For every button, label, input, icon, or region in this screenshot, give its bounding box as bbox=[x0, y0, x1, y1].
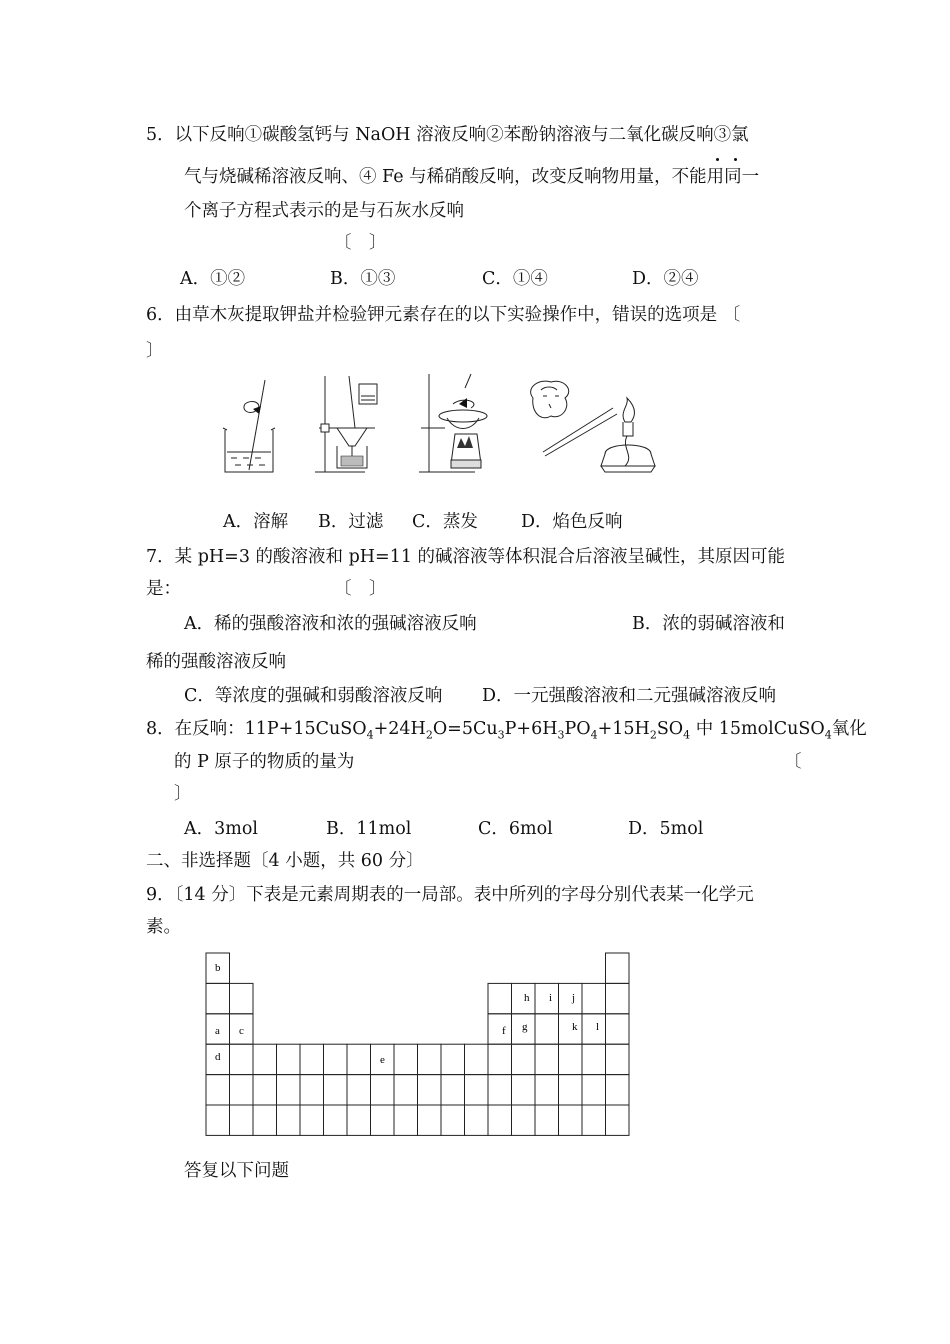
q6-line-1: 6．由草木灰提取钾盐并检验钾元素存在的以下实验操作中，错误的选项是 〔 bbox=[146, 305, 741, 325]
table-cell bbox=[606, 1044, 630, 1074]
table-cell bbox=[512, 1044, 536, 1074]
q8-option-c: C．6mol bbox=[478, 819, 553, 839]
q8-bracket-open: 〔 bbox=[784, 752, 802, 772]
table-cell bbox=[324, 1075, 348, 1105]
element-c: c bbox=[239, 1025, 244, 1037]
lab-apparatus-figure bbox=[215, 368, 665, 480]
table-cell bbox=[582, 1044, 606, 1074]
q8-option-b: B．11mol bbox=[326, 819, 412, 839]
element-j: j bbox=[572, 992, 576, 1004]
table-cell bbox=[441, 1105, 465, 1135]
table-cell bbox=[394, 1044, 418, 1074]
q5-line-1: 5．以下反响①碳酸氢钙与 NaOH 溶液反响②苯酚钠溶液与二氧化碳反响③氯 bbox=[146, 125, 749, 145]
q7-line-1: 7．某 pH=3 的酸溶液和 pH=11 的碱溶液等体积混合后溶液呈碱性，其原因可能 bbox=[146, 547, 786, 567]
q6-line-2: 〕 bbox=[146, 341, 164, 361]
table-cell bbox=[300, 1044, 324, 1074]
q5-option-d: D．②④ bbox=[632, 269, 699, 289]
element-f: f bbox=[502, 1025, 506, 1037]
emphasis-dot bbox=[734, 158, 737, 161]
table-cell bbox=[206, 1075, 230, 1105]
table-cell bbox=[512, 1105, 536, 1135]
table-cell bbox=[394, 1075, 418, 1105]
table-cell bbox=[512, 1075, 536, 1105]
table-cell bbox=[535, 1014, 559, 1044]
table-cell bbox=[277, 1044, 301, 1074]
q5-line-2: 气与烧碱稀溶液反响、④ Fe 与稀硝酸反响，改变反响物用量，不能用同一 bbox=[184, 167, 760, 187]
q5-answer-bracket: 〔 〕 bbox=[334, 233, 387, 253]
table-cell bbox=[206, 1105, 230, 1135]
table-cell bbox=[582, 1105, 606, 1135]
q6-option-a: A．溶解 bbox=[223, 512, 289, 532]
q8-equation: $11P+15CuSO_4+24H_2O=5Cu_3P+6H_3PO_4+15H_2SO_4$ 中 15molCuSO$_4$ bbox=[244, 719, 832, 742]
table-cell bbox=[230, 1044, 254, 1074]
table-cell bbox=[488, 1044, 512, 1074]
table-cell bbox=[559, 983, 583, 1013]
q6-option-b: B．过滤 bbox=[318, 512, 384, 532]
table-cell bbox=[441, 1075, 465, 1105]
q7-line-2: 是： bbox=[146, 579, 181, 599]
table-cell bbox=[277, 1105, 301, 1135]
table-cell bbox=[441, 1044, 465, 1074]
q8-line-2: 的 P 原子的物质的量为 bbox=[174, 752, 355, 772]
table-cell bbox=[488, 983, 512, 1013]
table-cell bbox=[347, 1105, 371, 1135]
q7-option-b: B．浓的弱碱溶液和 bbox=[632, 614, 785, 634]
table-cell bbox=[559, 1044, 583, 1074]
table-cell bbox=[230, 1075, 254, 1105]
table-cell bbox=[559, 1014, 583, 1044]
element-d: d bbox=[215, 1051, 221, 1063]
table-cell bbox=[465, 1075, 489, 1105]
table-cell bbox=[324, 1105, 348, 1135]
q8-option-a: A．3mol bbox=[184, 819, 258, 839]
dissolving-apparatus-icon bbox=[223, 380, 275, 472]
element-k: k bbox=[572, 1021, 578, 1033]
q5-option-c: C．①④ bbox=[482, 269, 548, 289]
q5-option-b: B．①③ bbox=[330, 269, 396, 289]
q9-answer-prompt: 答复以下问题 bbox=[184, 1161, 289, 1181]
element-a: a bbox=[215, 1025, 220, 1037]
table-cell bbox=[253, 1075, 277, 1105]
table-cell bbox=[582, 1075, 606, 1105]
section-heading: 二、非选择题〔4 小题，共 60 分〕 bbox=[146, 851, 424, 871]
q6-option-d: D．焰色反响 bbox=[521, 512, 623, 532]
table-cell bbox=[253, 1105, 277, 1135]
table-cell bbox=[230, 983, 254, 1013]
table-cell bbox=[300, 1105, 324, 1135]
table-cell bbox=[253, 1044, 277, 1074]
q9-line-2: 素。 bbox=[146, 917, 181, 937]
table-cell bbox=[277, 1075, 301, 1105]
table-cell bbox=[535, 1105, 559, 1135]
table-cell bbox=[394, 1105, 418, 1135]
table-cell bbox=[465, 1044, 489, 1074]
emphasis-dot bbox=[716, 158, 719, 161]
element-h: h bbox=[524, 992, 530, 1004]
table-cell bbox=[582, 1014, 606, 1044]
table-cell bbox=[300, 1075, 324, 1105]
periodic-table-grid bbox=[206, 953, 629, 1135]
q8-prefix: 8．在反响： bbox=[146, 719, 245, 739]
table-cell bbox=[465, 1105, 489, 1135]
filtration-apparatus-icon bbox=[315, 376, 377, 472]
table-cell bbox=[418, 1044, 442, 1074]
evaporation-apparatus-icon bbox=[419, 374, 487, 472]
table-cell bbox=[488, 1075, 512, 1105]
table-cell bbox=[488, 1014, 512, 1044]
q9-line-1: 9．〔14 分〕下表是元素周期表的一局部。表中所列的字母分别代表某一化学元 bbox=[146, 885, 754, 905]
table-cell bbox=[582, 983, 606, 1013]
q8-bracket-close: 〕 bbox=[174, 784, 192, 804]
table-cell bbox=[488, 1105, 512, 1135]
table-cell bbox=[206, 983, 230, 1013]
table-cell bbox=[559, 1105, 583, 1135]
q7-option-d: D．一元强酸溶液和二元强碱溶液反响 bbox=[482, 686, 777, 706]
table-cell bbox=[535, 983, 559, 1013]
element-b: b bbox=[215, 962, 221, 974]
q7-option-a: A．稀的强酸溶液和浓的强碱溶液反响 bbox=[184, 614, 477, 634]
element-i: i bbox=[549, 992, 553, 1004]
table-cell bbox=[606, 1075, 630, 1105]
table-cell bbox=[230, 1105, 254, 1135]
element-g: g bbox=[522, 1021, 528, 1033]
table-cell bbox=[324, 1044, 348, 1074]
element-e: e bbox=[380, 1054, 385, 1066]
q7-option-b-cont: 稀的强酸溶液反响 bbox=[146, 652, 286, 672]
q8-tail: 氧化 bbox=[831, 719, 867, 739]
table-cell bbox=[535, 1075, 559, 1105]
table-cell bbox=[606, 1105, 630, 1135]
q7-answer-bracket: 〔 〕 bbox=[334, 579, 387, 599]
q7-option-c: C．等浓度的强碱和弱酸溶液反响 bbox=[184, 686, 443, 706]
table-cell bbox=[347, 1075, 371, 1105]
table-cell bbox=[559, 1075, 583, 1105]
table-cell bbox=[535, 1044, 559, 1074]
table-cell bbox=[606, 953, 630, 983]
table-cell bbox=[371, 1075, 395, 1105]
table-cell bbox=[606, 983, 630, 1013]
table-cell bbox=[347, 1044, 371, 1074]
table-cell bbox=[418, 1075, 442, 1105]
q8-option-d: D．5mol bbox=[628, 819, 704, 839]
q5-line-3: 个离子方程式表示的是与石灰水反响 bbox=[184, 201, 464, 221]
table-cell bbox=[606, 1014, 630, 1044]
flame-test-apparatus-icon bbox=[531, 381, 655, 472]
q5-option-a: A．①② bbox=[180, 269, 246, 289]
periodic-table-fragment bbox=[205, 952, 639, 1140]
q6-option-c: C．蒸发 bbox=[412, 512, 478, 532]
table-cell bbox=[418, 1105, 442, 1135]
table-cell bbox=[371, 1105, 395, 1135]
q8-line-1 bbox=[146, 718, 867, 740]
element-l: l bbox=[596, 1021, 600, 1033]
